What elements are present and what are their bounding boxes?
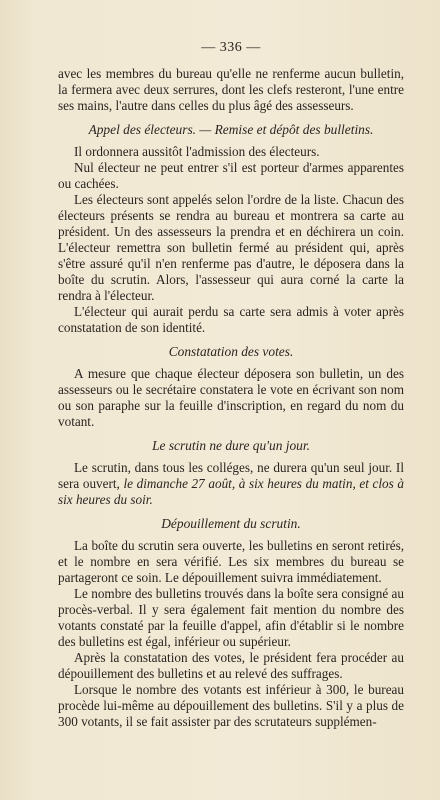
paragraph: Après la constatation des votes, le président fera procéder au dépouillement des bulletins et au relevé des suffrages. [58, 650, 404, 681]
section-heading-constatation: Constatation des votes. [168, 344, 294, 359]
section-heading-depouillement: Dépouillement du scrutin. [161, 516, 301, 531]
paragraph-italic-text: le dimanche 27 août, à six heures du matin, et clos à six heures du soir. [58, 476, 404, 507]
paragraph: La boîte du scrutin sera ouverte, les bulletins en seront retirés, et le nombre en sera vérifié. Les six membres du bureau se partageront ce soin. Le dépouillement suivra immédiatement. [58, 538, 404, 585]
section-heading-appel: Appel des électeurs. — Remise et dépôt des bulletins. [88, 122, 374, 137]
paragraph: Il ordonnera aussitôt l'admission des électeurs. [74, 144, 320, 159]
paragraph: L'électeur qui aurait perdu sa carte sera admis à voter après constatation de son identité. [58, 304, 404, 335]
page-text [58, 40, 404, 730]
paragraph: Lorsque le nombre des votants est inférieur à 300, le bureau procède lui-même au dépouillement des bulletins. S'il y a plus de 300 votants, il se fait assister par des scrutateurs supplémen- [58, 682, 404, 729]
intro-paragraph: avec les membres du bureau qu'elle ne renferme aucun bulletin, la fermera avec deux serrures, dont les clefs resteront, l'une entre ses mains, l'autre dans celles du plus âgé des assesseurs. [58, 66, 404, 113]
paragraph: A mesure que chaque électeur déposera son bulletin, un des assesseurs ou le secrétaire constatera le vote en écrivant son nom ou son paraphe sur la feuille d'inscription, en regard du nom du votant. [58, 366, 404, 429]
paragraph: Nul électeur ne peut entrer s'il est porteur d'armes apparentes ou cachées. [58, 160, 404, 191]
page-number: — 336 — [201, 40, 261, 55]
paragraph: Les électeurs sont appelés selon l'ordre de la liste. Chacun des électeurs présents se rendra au bureau et montrera sa carte au président. Un des assesseurs la prendra et en déchirera un coin. L'électeur remettra son bulletin fermé au président qui, après s'être assuré qu'il n'en renferme pas d'autre, le déposera dans la boîte du scrutin. Alors, l'assesseur qui aura corné la carte la rendra à l'électeur. [58, 192, 404, 303]
paragraph [58, 460, 404, 508]
paragraph-text: Le scrutin, dans tous les colléges, ne durera qu'un seul jour. Il sera ouvert, [58, 460, 404, 491]
section-heading-scrutin-jour: Le scrutin ne dure qu'un jour. [152, 438, 310, 453]
paragraph: Le nombre des bulletins trouvés dans la boîte sera consigné au procès-verbal. Il y sera également fait mention du nombre des votants constaté par la feuille d'appel, afin d'établir si le nombre des bulletins est égal, inférieur ou supérieur. [58, 586, 404, 649]
